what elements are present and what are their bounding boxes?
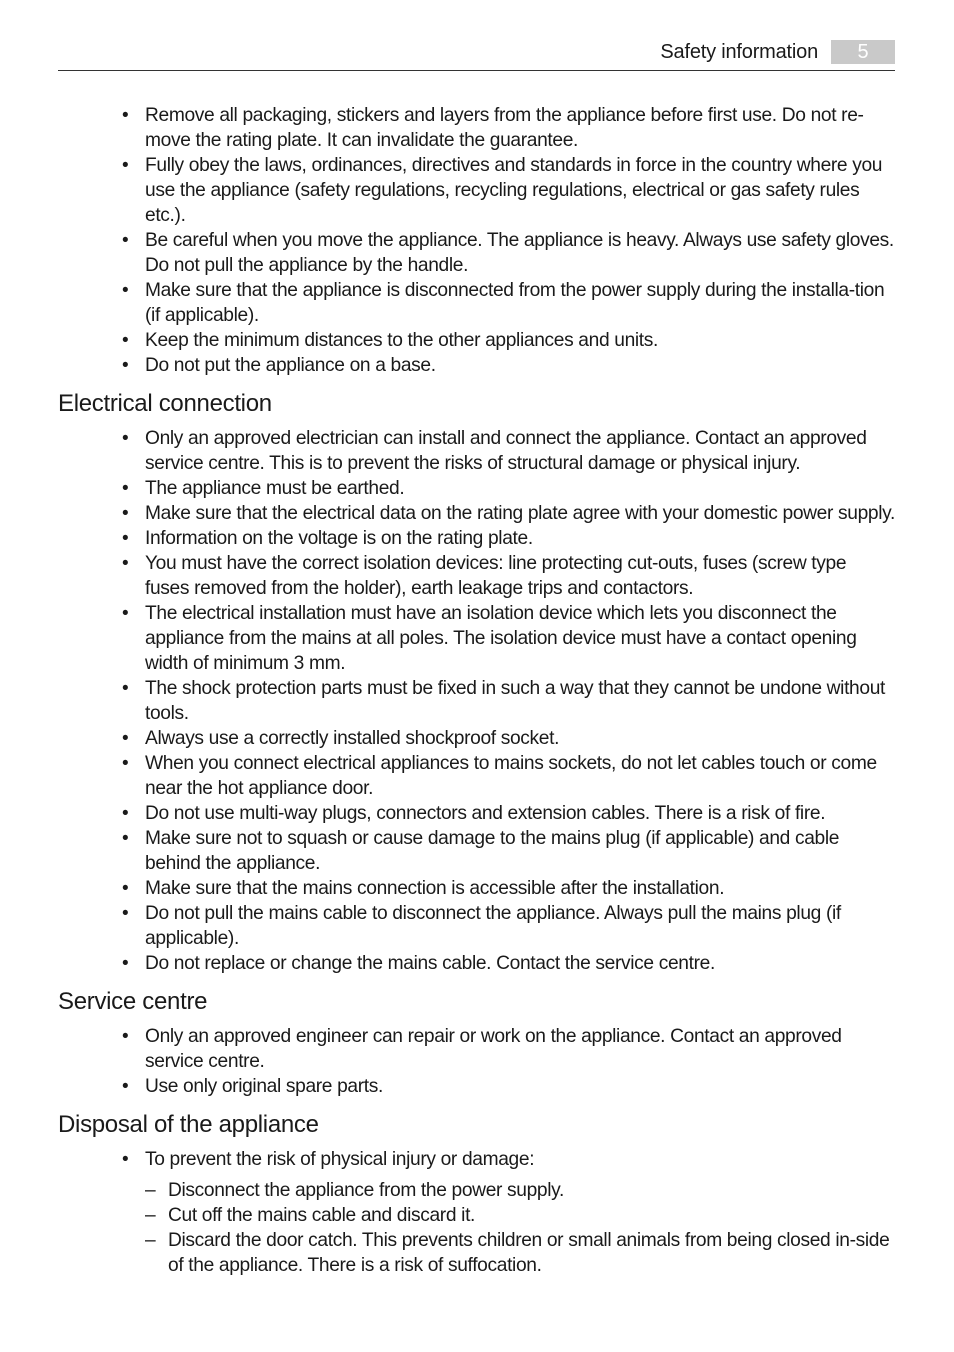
list-item: • Use only original spare parts.	[145, 1074, 895, 1099]
list-item: • The appliance must be earthed.	[145, 476, 895, 501]
header-title: Safety information	[660, 41, 818, 63]
section-heading-electrical: Electrical connection	[58, 390, 272, 417]
sub-list-item: – Cut off the mains cable and discard it.	[168, 1203, 895, 1228]
list-item: • Do not use multi-way plugs, connectors and extension cables. There is a risk of fire.	[145, 801, 895, 826]
disposal-sublist	[145, 1178, 895, 1278]
list-item: • Do not replace or change the mains cable. Contact the service centre.	[145, 951, 895, 976]
list-item: • Always use a correctly installed shockproof socket.	[145, 726, 895, 751]
sub-list-item: – Disconnect the appliance from the power supply.	[168, 1178, 895, 1203]
list-item: • When you connect electrical appliances to mains sockets, do not let cables touch or come near the hot appliance door.	[145, 751, 895, 801]
page-content	[58, 103, 895, 1278]
page-number: 5	[831, 40, 895, 64]
list-item: • The shock protection parts must be fixed in such a way that they cannot be undone without tools.	[145, 676, 895, 726]
list-item: • Be careful when you move the appliance. The appliance is heavy. Always use safety gloves. Do not pull the appliance by the handle.	[145, 228, 895, 278]
list-item-text: To prevent the risk of physical injury or damage:	[145, 1149, 535, 1170]
list-item: • Make sure that the appliance is disconnected from the power supply during the installa-tion (if applicable).	[145, 278, 895, 328]
list-item: • Only an approved electrician can install and connect the appliance. Contact an approved service centre. This is to prevent the risks of structural damage or physical injury.	[145, 426, 895, 476]
section-heading-disposal: Disposal of the appliance	[58, 1111, 319, 1138]
list-item	[145, 1147, 895, 1278]
list-item: • Keep the minimum distances to the other appliances and units.	[145, 328, 895, 353]
list-item: • Remove all packaging, stickers and layers from the appliance before first use. Do not re-move the rating plate. It can invalidate the guarantee.	[145, 103, 895, 153]
electrical-list	[58, 426, 895, 976]
list-item: • Do not pull the mains cable to disconnect the appliance. Always pull the mains plug (if applicable).	[145, 901, 895, 951]
list-item: • Do not put the appliance on a base.	[145, 353, 895, 378]
list-item: • You must have the correct isolation devices: line protecting cut-outs, fuses (screw type fuses removed from the holder), earth leakage trips and contactors.	[145, 551, 895, 601]
disposal-list	[58, 1147, 895, 1278]
intro-list	[58, 103, 895, 378]
sub-list-item: – Discard the door catch. This prevents children or small animals from being closed in-side of the appliance. There is a risk of suffocation.	[168, 1228, 895, 1278]
list-item: • Fully obey the laws, ordinances, directives and standards in force in the country where you use the appliance (safety regulations, recycling regulations, electrical or gas safety rules etc.).	[145, 153, 895, 228]
list-item: • Only an approved engineer can repair or work on the appliance. Contact an approved service centre.	[145, 1024, 895, 1074]
service-list	[58, 1024, 895, 1099]
list-item: • Make sure that the mains connection is accessible after the installation.	[145, 876, 895, 901]
list-item: • Make sure that the electrical data on the rating plate agree with your domestic power supply.	[145, 501, 895, 526]
page-header	[58, 36, 895, 71]
section-heading-service: Service centre	[58, 988, 208, 1015]
list-item: • Information on the voltage is on the rating plate.	[145, 526, 895, 551]
list-item: • Make sure not to squash or cause damage to the mains plug (if applicable) and cable behind the appliance.	[145, 826, 895, 876]
list-item: • The electrical installation must have an isolation device which lets you disconnect the appliance from the mains at all poles. The isolation device must have a contact opening width of minimum 3 mm.	[145, 601, 895, 676]
